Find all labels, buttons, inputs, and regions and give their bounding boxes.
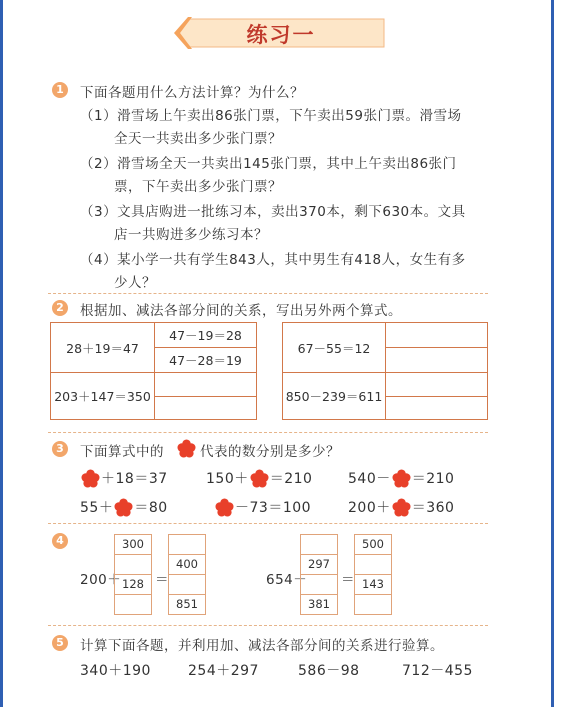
q3-expr-6 xyxy=(348,497,454,517)
q2-left-table xyxy=(50,322,257,420)
q3-expr-3 xyxy=(348,468,454,488)
q4-right-col2-box xyxy=(355,555,391,575)
q5-expr-2: 254＋297 xyxy=(188,663,259,679)
flower-icon xyxy=(250,469,269,488)
q4-right-equals: ＝ xyxy=(341,572,355,588)
q4-right-col2-box xyxy=(355,595,391,614)
divider xyxy=(48,293,488,294)
q3-question-prefix: 下面算式中的 xyxy=(80,444,164,460)
divider xyxy=(48,625,488,626)
flower-icon xyxy=(392,469,411,488)
title-banner xyxy=(174,15,388,51)
question-number-4: 4 xyxy=(52,533,68,549)
q3-expr-4-post: ＝80 xyxy=(134,500,168,516)
divider xyxy=(48,523,488,524)
q2-left-r1c1: 28＋19＝47 xyxy=(66,340,139,356)
q2-left-r1c2a: 47－19＝28 xyxy=(169,328,242,343)
q4-right-col2-box: 500 xyxy=(355,535,391,555)
q4-left-col2 xyxy=(168,534,206,615)
q3-expr-6-post: ＝360 xyxy=(411,500,455,516)
q3-expr-4 xyxy=(80,497,168,517)
q3-expr-6-pre: 200＋ xyxy=(348,500,391,516)
q3-expr-2 xyxy=(206,468,312,488)
q2-left-r1c2b: 47－28＝19 xyxy=(169,353,242,368)
q2-left-r2c1: 203＋147＝350 xyxy=(54,389,151,404)
question-number-5: 5 xyxy=(52,635,68,651)
q4-left-col1-box xyxy=(115,595,151,614)
q4-right-col1-box: 297 xyxy=(301,555,337,575)
divider xyxy=(48,432,488,433)
question-number-1: 1 xyxy=(52,82,68,98)
flower-icon xyxy=(215,498,234,517)
q5-question: 计算下面各题，并利用加、减法各部分间的关系进行验算。 xyxy=(80,638,444,654)
q1-item-1-line2: 全天一共卖出多少张门票？ xyxy=(114,131,282,147)
left-border xyxy=(0,0,3,707)
q3-expr-5-post: －73＝100 xyxy=(235,500,312,516)
flower-icon xyxy=(392,498,411,517)
q4-right-col2 xyxy=(354,534,392,615)
q1-item-4-line2: 少人？ xyxy=(114,275,156,291)
q3-expr-1-post: ＋18＝37 xyxy=(101,471,168,487)
q4-left-equals: ＝ xyxy=(155,572,169,588)
flower-icon xyxy=(177,439,196,458)
q2-question: 根据加、减法各部分间的关系，写出另外两个算式。 xyxy=(80,303,402,319)
q3-expr-5 xyxy=(214,497,311,517)
q4-left-col2-box: 400 xyxy=(169,555,205,575)
q3-expr-2-post: ＝210 xyxy=(269,471,313,487)
q2-right-r1c1: 67－55＝12 xyxy=(297,340,371,356)
q4-right-col2-box: 143 xyxy=(355,575,391,595)
q3-expr-3-post: ＝210 xyxy=(411,471,455,487)
q1-item-3-line1: （3）文具店购进一批练习本，卖出370本，剩下630本。文具 xyxy=(80,204,466,220)
page-title: 练习一 xyxy=(246,22,316,47)
q1-item-4-line1: （4）某小学一共有学生843人，其中男生有418人，女生有多 xyxy=(80,252,466,268)
exercise-page xyxy=(18,0,538,707)
q4-right-col1 xyxy=(300,534,338,615)
q1-item-2-line1: （2）滑雪场全天一共卖出145张门票，其中上午卖出86张门 xyxy=(80,156,457,172)
q1-question: 下面各题用什么方法计算？为什么？ xyxy=(80,85,304,101)
q3-expr-2-pre: 150＋ xyxy=(206,471,249,487)
q1-item-2-line2: 票，下午卖出多少张门票？ xyxy=(114,179,282,195)
q3-expr-3-pre: 540－ xyxy=(348,471,391,487)
q4-left-col1-box xyxy=(115,555,151,575)
q4-left-prefix: 200＋ xyxy=(80,572,122,588)
q2-right-r2c1: 850－239＝611 xyxy=(285,389,383,404)
q4-left-col2-box xyxy=(169,575,205,595)
q5-expr-3: 586－98 xyxy=(298,663,360,679)
q4-right-col1-box xyxy=(301,535,337,555)
q5-expr-4: 712－455 xyxy=(402,663,473,679)
flower-icon xyxy=(81,469,100,488)
q2-right-table xyxy=(282,322,488,420)
q4-left-col1 xyxy=(114,534,152,615)
q1-item-3-line2: 店一共购进多少练习本？ xyxy=(114,227,268,243)
q3-expr-4-pre: 55＋ xyxy=(80,500,114,516)
q4-right-col1-box: 381 xyxy=(308,597,330,611)
q4-left-col1-box: 128 xyxy=(115,575,151,595)
q4-left-col2-box: 851 xyxy=(176,597,198,611)
q4-left-col2-box xyxy=(169,535,205,555)
q3-question-suffix: 代表的数分别是多少？ xyxy=(200,444,340,460)
q5-expr-1: 340＋190 xyxy=(80,663,151,679)
q1-item-1-line1: （1）滑雪场上午卖出86张门票，下午卖出59张门票。滑雪场 xyxy=(80,108,462,124)
question-number-2: 2 xyxy=(52,300,68,316)
question-number-3: 3 xyxy=(52,441,68,457)
q4-right-prefix: 654－ xyxy=(266,572,308,588)
right-border xyxy=(551,0,554,707)
q4-left-col1-box: 300 xyxy=(115,535,151,555)
q4-right-col1-box xyxy=(301,575,337,595)
flower-icon xyxy=(114,498,133,517)
q3-expr-1 xyxy=(80,468,168,488)
